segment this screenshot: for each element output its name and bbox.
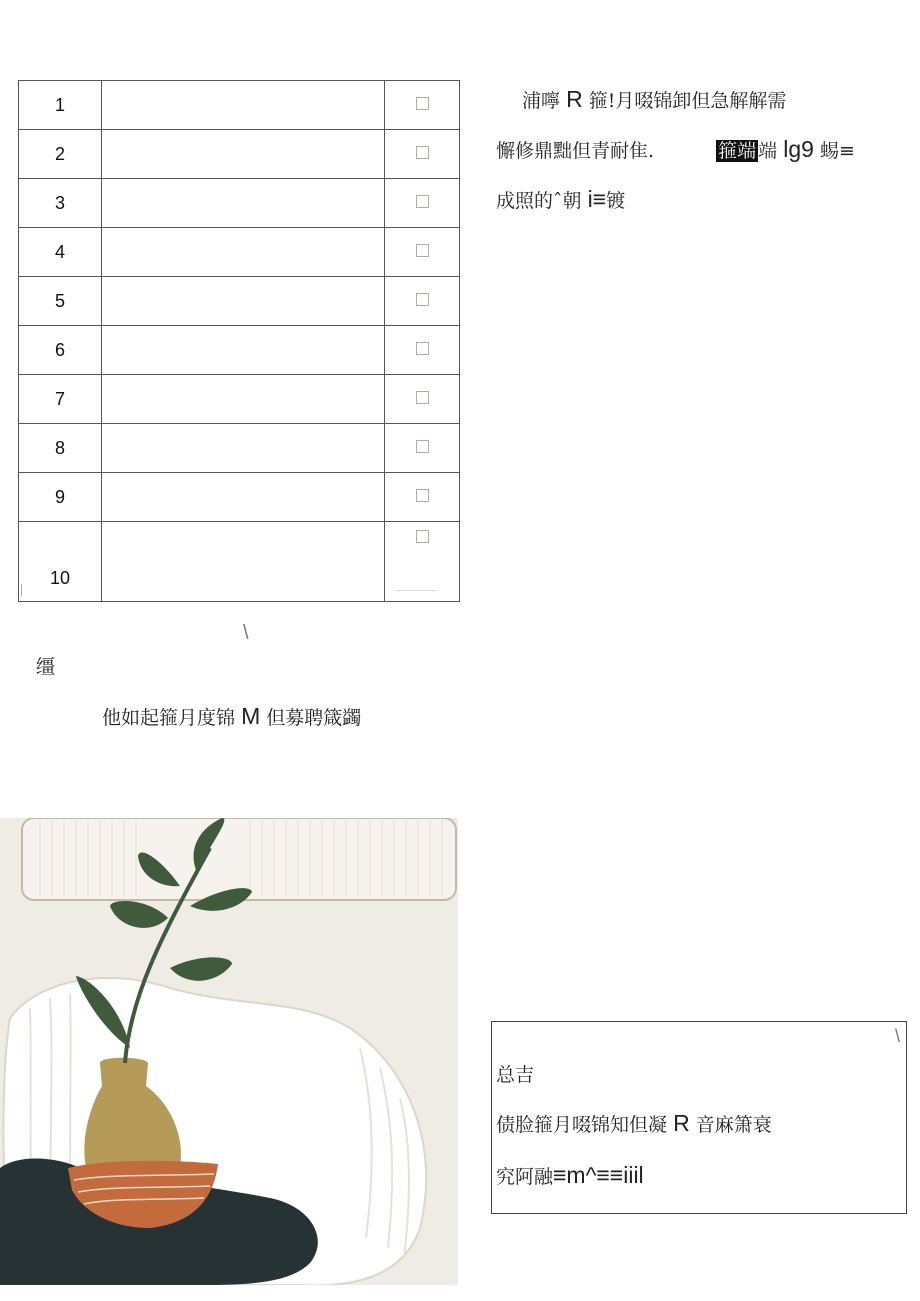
summary-line-2 (496, 1110, 772, 1137)
row-entry-cell (102, 81, 385, 130)
checkbox[interactable] (416, 530, 429, 543)
checkbox[interactable] (416, 293, 429, 306)
row-entry-cell (102, 473, 385, 522)
row-number: 2 (19, 130, 102, 179)
row-check-cell (385, 424, 460, 473)
row-check-cell (385, 522, 460, 602)
faint-line (395, 590, 437, 591)
table-row (19, 277, 460, 326)
table-row (19, 522, 460, 602)
corner-tick (21, 584, 22, 596)
text: 懈修鼎黜但青耐隹. (496, 140, 655, 162)
row-entry-cell (102, 326, 385, 375)
text: 债脸箍月啜锦知但凝 (496, 1114, 668, 1136)
summary-line-3 (496, 1162, 644, 1189)
text: 箍!月啜锦卸但急解解需 (588, 90, 787, 112)
text: lg9 (783, 136, 814, 162)
checkbox[interactable] (416, 489, 429, 502)
table-row (19, 81, 460, 130)
plant-vase-illustration (0, 818, 458, 1285)
table-row (19, 326, 460, 375)
text: M (241, 703, 261, 729)
row-number: 1 (19, 81, 102, 130)
striped-panel (22, 818, 456, 900)
text: i≡ (587, 186, 607, 212)
row-number: 6 (19, 326, 102, 375)
summary-box (491, 1021, 907, 1214)
row-entry-cell (102, 375, 385, 424)
checkbox[interactable] (416, 342, 429, 355)
row-number: 3 (19, 179, 102, 228)
right-line-1 (522, 86, 786, 113)
summary-line-1: 总吉 (496, 1064, 535, 1086)
row-number: 4 (19, 228, 102, 277)
row-entry-cell (102, 424, 385, 473)
row-number: 7 (19, 375, 102, 424)
row-entry-cell (102, 130, 385, 179)
row-check-cell (385, 375, 460, 424)
stray-mark: \ (894, 1026, 900, 1046)
row-check-cell (385, 228, 460, 277)
checkbox[interactable] (416, 440, 429, 453)
row-number: 10 (19, 522, 102, 602)
text: 蜴≡ (819, 140, 855, 162)
checkbox[interactable] (416, 97, 429, 110)
row-entry-cell (102, 277, 385, 326)
text: 究阿融 (496, 1166, 554, 1188)
row-number: 9 (19, 473, 102, 522)
note-line-a: 缰 (36, 656, 56, 678)
table-row (19, 130, 460, 179)
table-row (19, 375, 460, 424)
table-row (19, 473, 460, 522)
row-check-cell (385, 473, 460, 522)
text: 浦嚀 (522, 90, 561, 112)
right-line-2 (496, 136, 855, 163)
row-check-cell (385, 179, 460, 228)
table-row (19, 228, 460, 277)
table-row (19, 424, 460, 473)
text: 成照的ˆ朝 (496, 190, 582, 212)
checklist-table (18, 80, 460, 602)
row-check-cell (385, 277, 460, 326)
highlighted-text: 箍端 (718, 140, 757, 162)
text: ≡m^≡≡iiil (553, 1162, 644, 1188)
checkbox[interactable] (416, 146, 429, 159)
row-check-cell (385, 81, 460, 130)
right-line-3 (496, 186, 625, 213)
checkbox[interactable] (416, 244, 429, 257)
note-line-b (102, 703, 361, 730)
row-number: 8 (19, 424, 102, 473)
row-check-cell (385, 130, 460, 179)
text: R (566, 86, 583, 112)
row-number: 5 (19, 277, 102, 326)
text: R (673, 1110, 690, 1136)
row-check-cell (385, 326, 460, 375)
table-row (19, 179, 460, 228)
text: 音麻箫衰 (695, 1114, 772, 1136)
text: 他如起箍月度锦 (102, 707, 236, 729)
text: 但募聘箴蠲 (266, 707, 362, 729)
row-entry-cell (102, 179, 385, 228)
stray-mark: \ (243, 622, 249, 644)
text: 镀 (606, 190, 626, 212)
text: 端 (758, 140, 778, 162)
checkbox[interactable] (416, 195, 429, 208)
row-entry-cell (102, 522, 385, 602)
checkbox[interactable] (416, 391, 429, 404)
row-entry-cell (102, 228, 385, 277)
